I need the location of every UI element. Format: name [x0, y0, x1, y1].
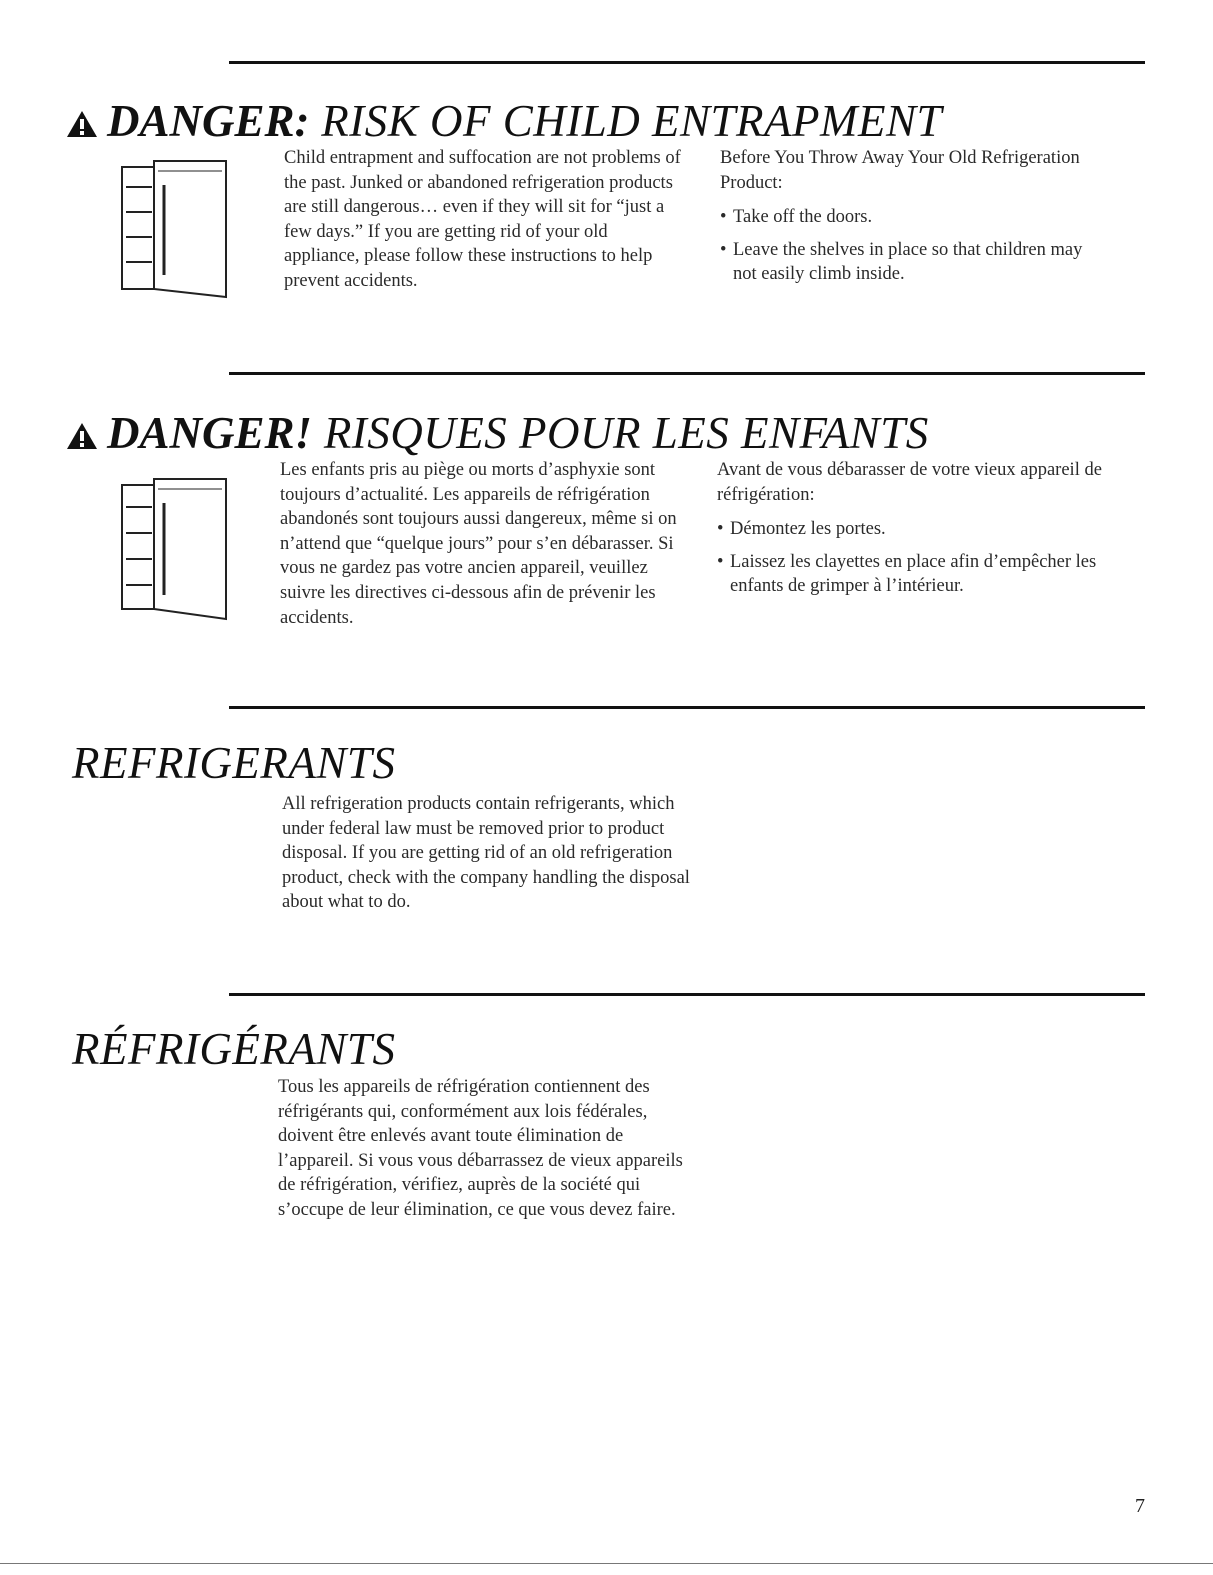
section-heading-refrigerants-fr [72, 1024, 395, 1074]
section-title: RÉFRIGÉRANTS [72, 1024, 396, 1074]
danger-label: DANGER: [107, 96, 310, 146]
section-body: Tous les appareils de réfrigération contiennent des réfrigérants qui, conformément aux lois fédérales, doivent être enlevés avant toute élimination de l’appareil. Si vous vous débarrassez de vieux appareils de réfrigération, vérifiez, auprès de la société qui s’occupe de leur élimination, ce que vous devez faire. [278, 1077, 683, 1220]
section-title: RISQUES POUR LES ENFANTS [323, 408, 929, 458]
section-heading-danger-en [65, 96, 942, 146]
warning-icon [65, 109, 99, 139]
warning-icon [65, 421, 99, 451]
section-divider [229, 372, 1145, 375]
page-edge-line [0, 1563, 1213, 1564]
instructions-intro: Avant de vous débarasser de votre vieux appareil de réfrigération: [717, 460, 1102, 505]
disposal-instructions [720, 146, 1110, 295]
list-item: • Laissez les clayettes en place afin d’empêcher les enfants de grimper à l’intérieur. [717, 550, 1127, 599]
disposal-instructions [717, 458, 1127, 607]
list-item: • Leave the shelves in place so that children may not easily climb inside. [720, 238, 1110, 287]
section-divider [229, 706, 1145, 709]
refrigerator-icon [118, 157, 230, 299]
section-heading-refrigerants [72, 738, 395, 788]
section-heading-danger-fr [65, 408, 929, 458]
section-body: All refrigeration products contain refrigerants, which under federal law must be removed prior to product disposal. If you are getting rid of an old refrigeration product, check with the company handling the disposal about what to do. [282, 794, 690, 913]
page-number: 7 [1135, 1495, 1145, 1517]
danger-label: DANGER! [107, 408, 313, 458]
list-item: • Take off the doors. [720, 205, 1110, 230]
section-divider [229, 61, 1145, 64]
section-title: RISK OF CHILD ENTRAPMENT [321, 96, 943, 146]
section-divider [229, 993, 1145, 996]
section-body: Les enfants pris au piège ou morts d’asphyxie sont toujours d’actualité. Les appareils de réfrigération abandonés sont toujours aussi dangereux, même si on n’attend que “quelque jours” pour s’en débarasser. Si vous ne gardez pas votre ancien appareil, veuillez suivre les directives ci-dessous afin de prévenir les accidents. [280, 460, 677, 628]
list-item: • Démontez les portes. [717, 517, 1127, 542]
section-title: REFRIGERANTS [72, 738, 396, 788]
section-body: Child entrapment and suffocation are not problems of the past. Junked or abandoned refrigeration products are still dangerous… even if they will sit for “just a few days.” If you are getting rid of your old appliance, please follow these instructions to help prevent accidents. [284, 148, 681, 291]
refrigerator-icon [118, 475, 230, 621]
instructions-intro: Before You Throw Away Your Old Refrigeration Product: [720, 148, 1080, 193]
